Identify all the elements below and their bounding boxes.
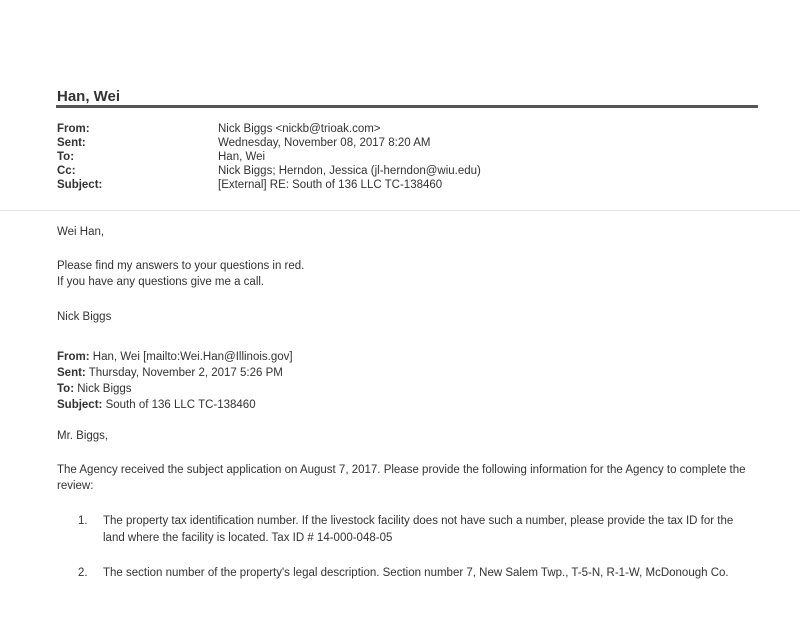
cc-label: Cc: [57,165,76,177]
subject-label: Subject: [57,179,103,191]
fwd-from-label: From: [57,351,90,363]
owner-divider [56,105,758,108]
from-label: From: [57,123,90,135]
list-item-text: The property tax identification number. If the livestock facility does not have such a number, please provide the tax ID for the land where the facility is located. Tax ID # 14-000-048-05 [103,515,734,544]
forwarded-header [57,349,293,413]
fwd-to-row [57,381,293,397]
list-item-number: 1. [78,515,88,527]
list-item [78,565,758,582]
list-item-text: The section number of the property's legal description. Section number 7, New Salem Twp., T-5-N, R-1-W, McDonough Co. [103,567,729,579]
reply-line-1: Please find my answers to your questions in red. [57,260,305,272]
to-value[interactable]: Han, Wei [218,151,266,163]
list-item [78,513,758,547]
email-owner-name: Han, Wei [57,88,121,105]
fwd-sent-row [57,365,293,381]
header-sent-row [57,136,481,150]
sent-value: Wednesday, November 08, 2017 8:20 AM [218,137,431,149]
to-label: To: [57,151,75,163]
reply-line-2: If you have any questions give me a call. [57,276,265,288]
cc-value[interactable]: Nick Biggs; Herndon, Jessica (jl-herndon@wiu.edu) [218,165,481,177]
header-to-row [57,150,481,164]
list-item-number: 2. [78,567,88,579]
header-from-row [57,122,481,136]
subject-value: [External] RE: South of 136 LLC TC-138460 [218,179,443,191]
sent-label: Sent: [57,137,86,149]
reply-paragraph [57,258,757,290]
fwd-sent-label: Sent: [57,367,86,379]
fwd-to-label: To: [57,383,75,395]
fwd-from-row [57,349,293,365]
fwd-subject-label: Subject: [57,399,103,411]
fwd-subject-row [57,397,293,413]
fwd-from-value[interactable]: Han, Wei [mailto:Wei.Han@Illinois.gov] [89,351,293,363]
header-subject-row [57,178,481,192]
fwd-sent-value: Thursday, November 2, 2017 5:26 PM [85,367,283,379]
header-cc-row [57,164,481,178]
from-value[interactable]: Nick Biggs <nickb@trioak.com> [218,123,381,135]
salutation: Mr. Biggs, [57,430,109,442]
signoff: Nick Biggs [57,311,112,323]
intro-paragraph: The Agency received the subject application on August 7, 2017. Please provide the following information for the Agency to complete the review: [57,464,746,492]
email-header [57,122,481,192]
header-separator [0,210,800,211]
fwd-subject-value: South of 136 LLC TC-138460 [102,399,256,411]
greeting: Wei Han, [57,226,105,238]
fwd-to-value[interactable]: Nick Biggs [74,383,132,395]
